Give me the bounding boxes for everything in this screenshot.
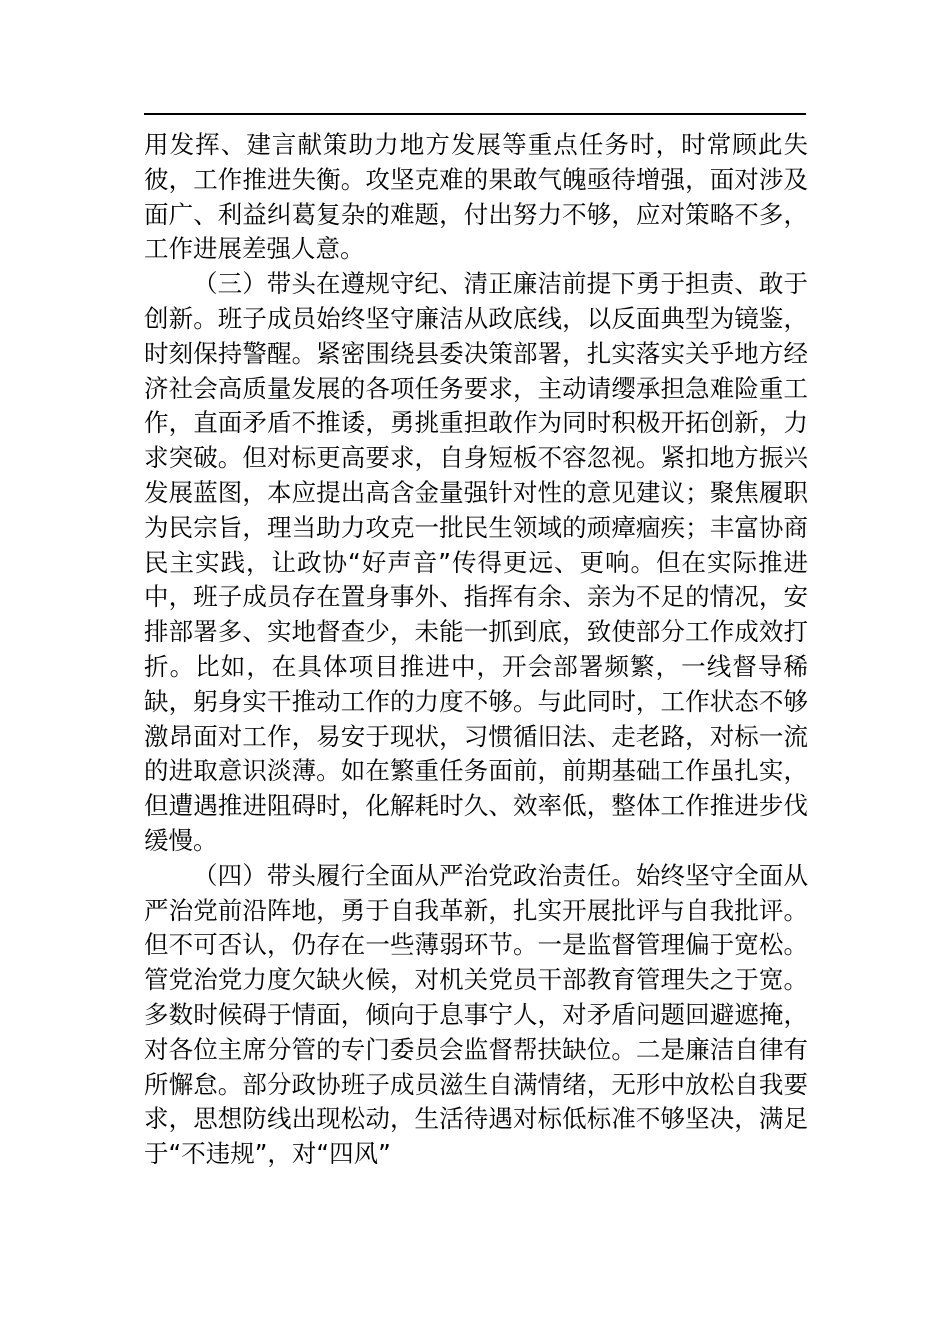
paragraph-section-three: （三）带头在遵规守纪、清正廉洁前提下勇于担责、敢于创新。班子成员始终坚守廉洁从政底线，以反面典型为镜鉴，时刻保持警醒。紧密围绕县委决策部署，扎实落实关乎地方经济社会高质量发展的各项任务要求，主动请缨承担急难险重工作，直面矛盾不推诿，勇挑重担敢作为同时积极开拓创新，力求突破。但对标更高要求，自身短板不容忽视。紧扣地方振兴发展蓝图，本应提出高含金量强针对性的意见建议；聚焦履职为民宗旨，理当助力攻克一批民生领域的顽瘴痼疾；丰富协商民主实践，让政协“好声音”传得更远、更响。但在实际推进中，班子成员存在置身事外、指挥有余、亲为不足的情况，安排部署多、实地督查少，未能一抓到底，致使部分工作成效打折。比如，在具体项目推进中，开会部署频繁，一线督导稀缺，躬身实干推动工作的力度不够。与此同时，工作状态不够激昂面对工作，易安于现状，习惯循旧法、走老路，对标一流的进取意识淡薄。如在繁重任务面前，前期基础工作虽扎实，但遭遇推进阻碍时，化解耗时久、效率低，整体工作推进步伐缓慢。 <box>144 269 808 855</box>
paragraph-section-four: （四）带头履行全面从严治党政治责任。始终坚守全面从严治党前沿阵地，勇于自我革新，扎实开展批评与自我批评。但不可否认，仍存在一些薄弱环节。一是监督管理偏于宽松。管党治党力度欠缺火候，对机关党员干部教育管理失之于宽。多数时候碍于情面，倾向于息事宁人，对矛盾问题回避遮掩，对各位主席分管的专门委员会监督帮扶缺位。二是廉洁自律有所懈怠。部分政协班子成员滋生自满情绪，无形中放松自我要求，思想防线出现松动，生活待遇对标低标准不够坚决，满足于“不违规”，对“四风” <box>144 860 808 1169</box>
document-body <box>144 128 808 1172</box>
header-rule <box>144 113 806 115</box>
paragraph-continuation: 用发挥、建言献策助力地方发展等重点任务时，时常顾此失彼，工作推进失衡。攻坚克难的果敢气魄亟待增强，面对涉及面广、利益纠葛复杂的难题，付出努力不够，应对策略不多，工作进展差强人意。 <box>144 130 808 264</box>
